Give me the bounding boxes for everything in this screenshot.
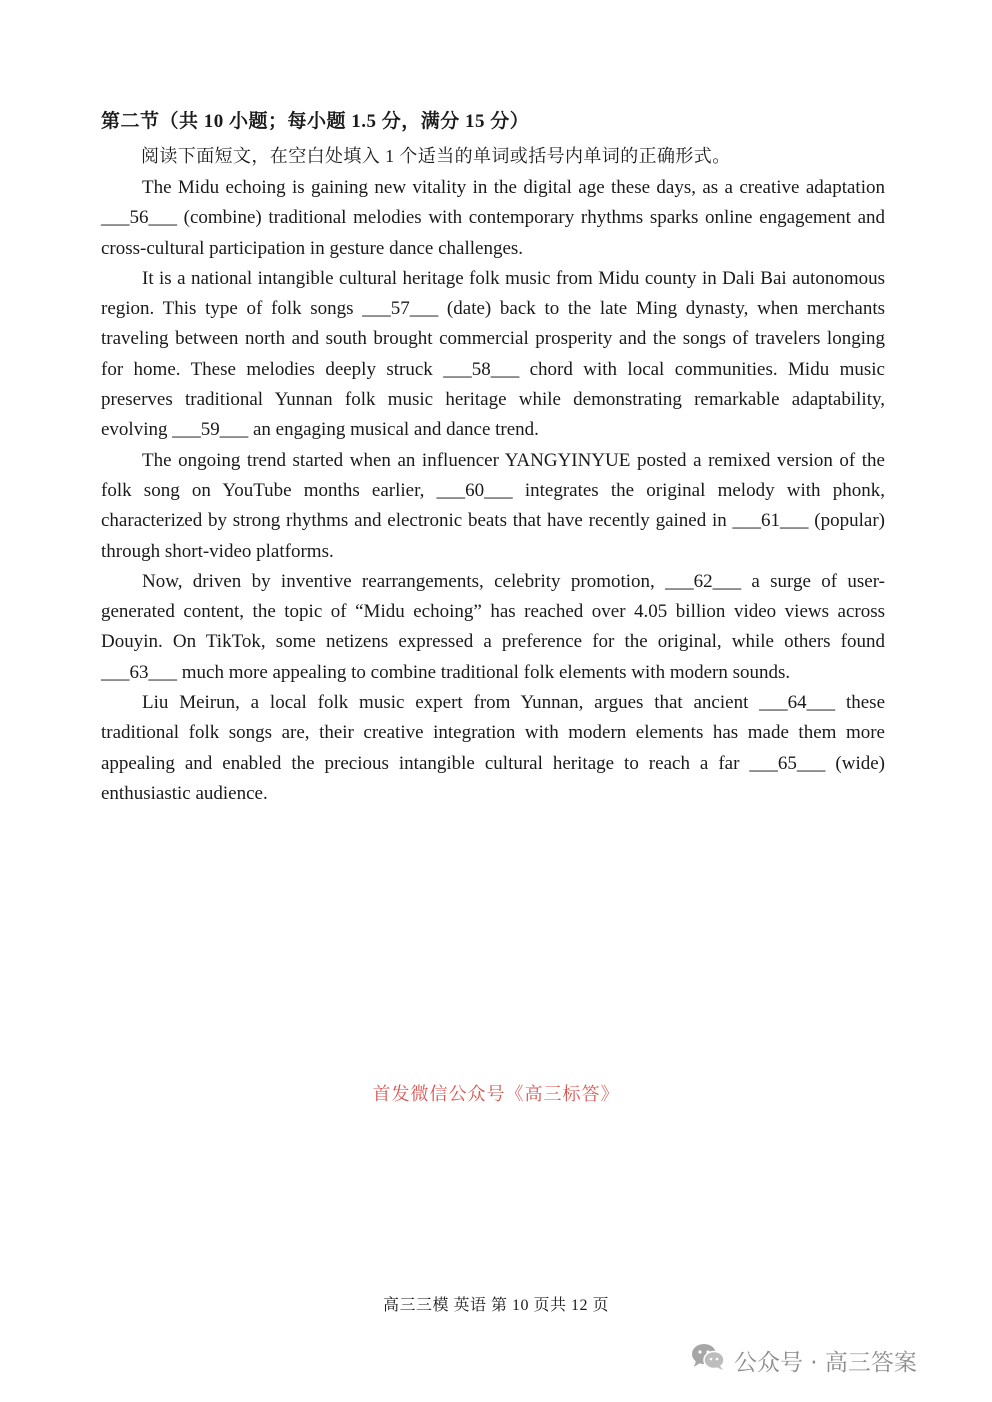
paragraph-2: It is a national intangible cultural heritage folk music from Midu county in Dali Bai autonomous region. This type of folk songs ___57___ (date) back to the late Ming dynasty, when merchants traveling between north and south brought commercial prosperity and the songs of travelers longing for home. These melodies deeply struck ___58___ chord with local communities. Midu music preserves traditional Yunnan folk music heritage while demonstrating remarkable adaptability, evolving ___59___ an engaging musical and dance trend.: [101, 267, 885, 441]
passage: [101, 173, 885, 809]
paragraph-5: Liu Meirun, a local folk music expert from Yunnan, argues that ancient ___64___ these traditional folk songs are, their creative integration with modern elements has made them more appealing and enabled the precious intangible cultural heritage to reach a far ___65___ (wide) enthusiastic audience.: [101, 692, 885, 804]
paragraph-1: The Midu echoing is gaining new vitality in the digital age these days, as a creative adaptation ___56___ (combine) traditional melodies with contemporary rhythms sparks online engagement and cross-cultural participation in gesture dance challenges.: [101, 177, 885, 259]
paragraph-4: Now, driven by inventive rearrangements, celebrity promotion, ___62___ a surge of user-generated content, the topic of “Midu echoing” has reached over 4.05 billion video views across Douyin. On TikTok, some netizens expressed a preference for the original, while others found ___63___ much more appealing to combine traditional folk elements with modern sounds.: [101, 570, 885, 683]
wechat-icon: [690, 1342, 726, 1378]
paragraph-3: The ongoing trend started when an influencer YANGYINYUE posted a remixed version of the folk song on YouTube months earlier, ___60___ integrates the original melody with phonk, characterized by strong rhythms and electronic beats that have recently gained in ___61___ (popular) through short-video platforms.: [101, 449, 885, 562]
section-title: 第二节（共 10 小题；每小题 1.5 分，满分 15 分）: [101, 111, 530, 132]
watermark-text: 首发微信公众号《高三标答》: [372, 1084, 620, 1104]
wechat-account-badge: [690, 1342, 917, 1378]
section-instruction: 阅读下面短文，在空白处填入 1 个适当的单词或括号内单词的正确形式。: [141, 146, 731, 166]
page-footer: 高三三模 英语 第 10 页共 12 页: [382, 1297, 609, 1314]
wechat-account-name: 公众号 · 高三答案: [734, 1349, 917, 1376]
